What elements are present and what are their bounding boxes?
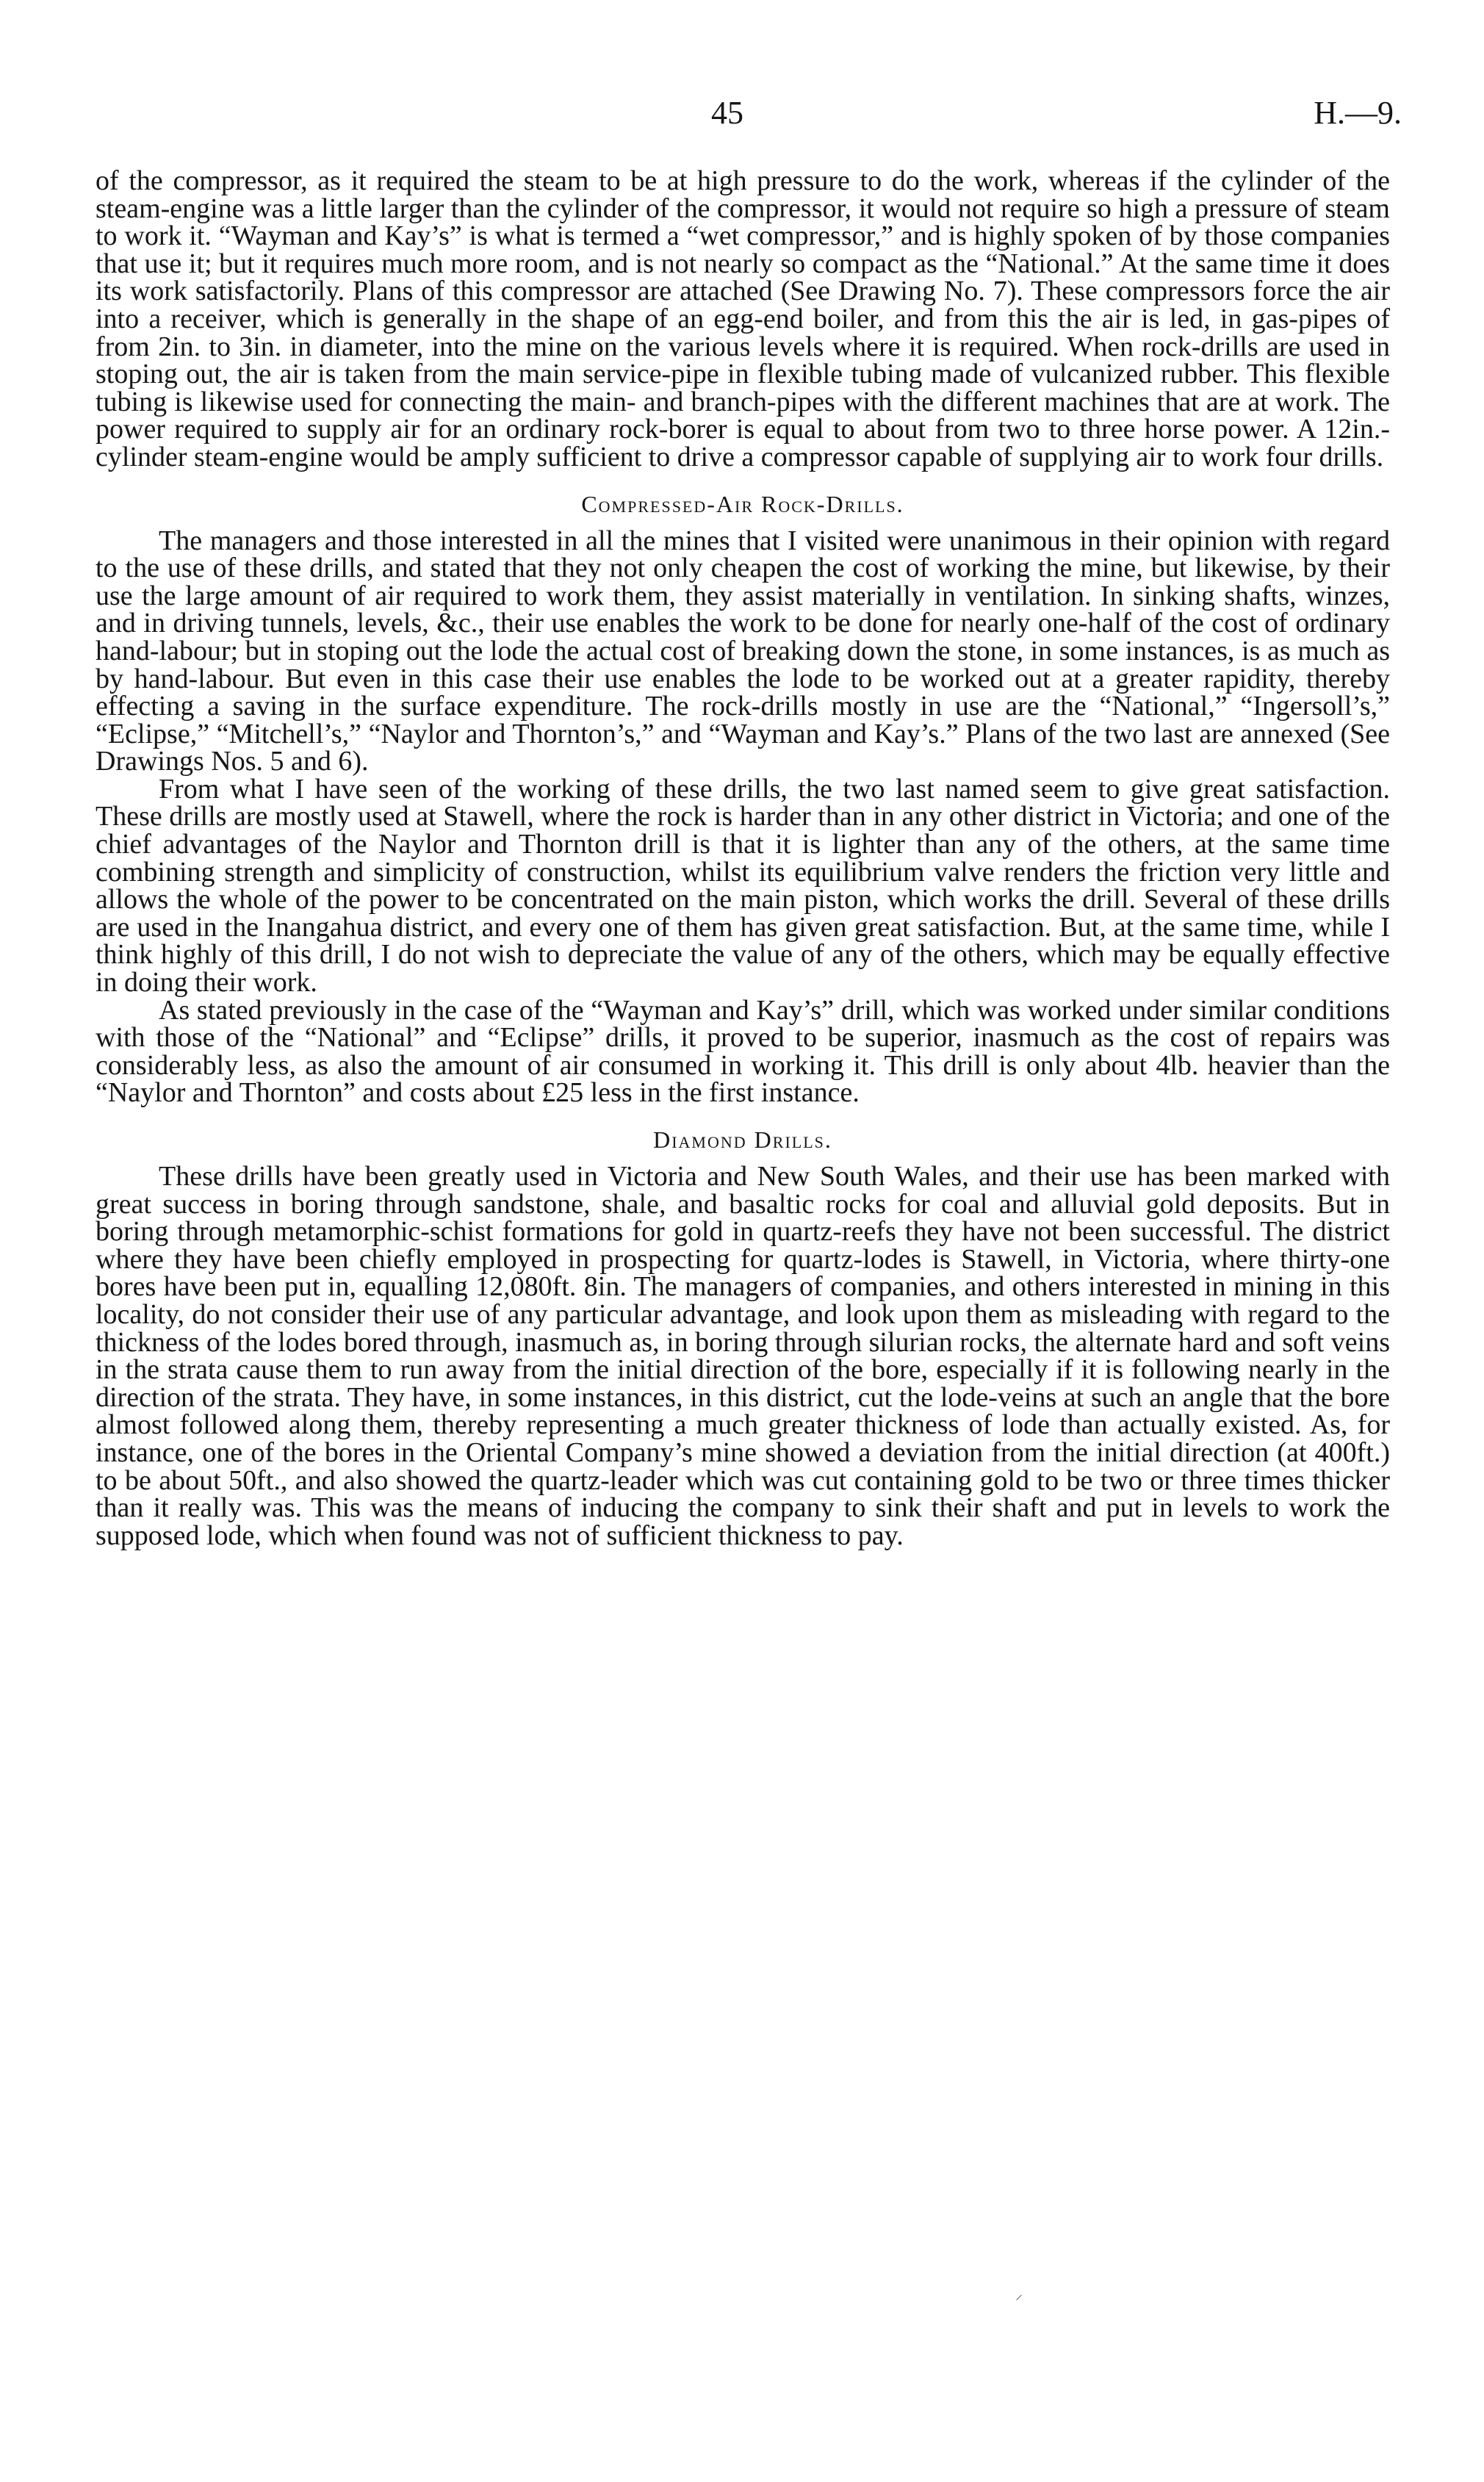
text-column [96, 165, 1390, 1551]
paragraph-rock-drills-opinion: The managers and those interested in all the mines that I visited were unanimous in their opinion with regard to the use of these drills, and stated that they not only cheapen the cost of working the mine, but likewise, by their use the large amount of air required to work them, they assist materially in ventilation. In sinking shafts, winzes, and in driving tunnels, levels, &c., their use enables the work to be done for nearly one-half of the cost of ordinary hand-labour; but in stoping out the lode the actual cost of breaking down the stone, in some instances, is as much as by hand-labour. But even in this case their use enables the lode to be worked out at a greater rapidity, thereby effecting a saving in the surface expenditure. The rock-drills mostly in use are the “National,” “Ingersoll’s,” “Eclipse,” “Mitchell’s,” “Naylor and Thornton’s,” and “Wayman and Kay’s.” Plans of the two last are annexed (See Drawings Nos. 5 and 6). [96, 525, 1390, 777]
paragraph-diamond-drills: These drills have been greatly used in Victoria and New South Wales, and their use has been marked with great success in boring through sandstone, shale, and basaltic rocks for coal and alluvial gold deposits. But in boring through metamorphic-schist formations for gold in quartz-reefs they have not been successful. The district where they have been chiefly employed in prospecting for quartz-lodes is Stawell, in Victoria, where thirty-one bores have been put in, equalling 12,080ft. 8in. The managers of companies, and others interested in mining in this locality, do not consider their use of any particular advantage, and look upon them as misleading with regard to the thickness of the lodes bored through, inasmuch as, in boring through silurian rocks, the alternate hard and soft veins in the strata cause them to run away from the initial direction of the bore, especially if it is following nearly in the direction of the strata. They have, in some instances, in this district, cut the lode-veins at such an angle that the bore almost followed along them, thereby representing a much greater thickness of lode than actually existed. As, for instance, one of the bores in the Oriental Company’s mine showed a deviation from the initial direction (at 400ft.) to be about 50ft., and also showed the quartz-leader which was cut containing gold to be two or three times thicker than it really was. This was the means of inducing the company to sink their shaft and put in levels to work the supposed lode, which when found was not of sufficient thickness to pay. [96, 1161, 1390, 1551]
section-heading-diamond-drills: Diamond Drills. [653, 1126, 832, 1153]
section-heading-compressed-air-rock-drills: Compressed-Air Rock-Drills. [581, 490, 904, 517]
paragraph-wayman-kay: As stated previously in the case of the “Wayman and Kay’s” drill, which was worked under similar conditions with those of the “National” and “Eclipse” drills, it proved to be superior, inasmuch as the cost of repairs was considerably less, as also the amount of air consumed in working it. This drill is only about 4lb. heavier than the “Naylor and Thornton” and costs about £25 less in the first instance. [96, 994, 1390, 1109]
paragraph-compressor-continued: of the compressor, as it required the steam to be at high pressure to do the work, whereas if the cylinder of the steam-engine was a little larger than the cylinder of the compressor, it would not require so high a pressure of steam to work it. “Wayman and Kay’s” is what is termed a “wet compressor,” and is highly spoken of by those companies that use it; but it requires much more room, and is not nearly so compact as the “National.” At the same time it does its work satisfactorily. Plans of this compressor are attached (See Drawing No. 7). These compressors force the air into a receiver, which is generally in the shape of an egg-end boiler, and from this the air is led, in gas-pipes of from 2in. to 3in. in diameter, into the mine on the various levels where it is required. When rock-drills are used in stoping out, the air is taken from the main service-pipe in flexible tubing made of vulcanized rubber. This flexible tubing is likewise used for connecting the main- and branch-pipes with the different machines that are at work. The power required to supply air for an ordinary rock-borer is equal to about from two to three horse power. A 12in.-cylinder steam-engine would be amply sufficient to drive a compressor capable of supplying air to work four drills. [96, 165, 1390, 472]
ink-speck: ⸝ [1015, 2287, 1023, 2303]
document-reference: H.—9. [1314, 95, 1402, 131]
page-number: 45 [711, 95, 743, 131]
paragraph-naylor-thornton: From what I have seen of the working of these drills, the two last named seem to give great satisfaction. These drills are mostly used at Stawell, where the rock is harder than in any other district in Victoria; and one of the chief advantages of the Naylor and Thornton drill is that it is lighter than any of the others, at the same time combining strength and simplicity of construction, whilst its equilibrium valve renders the friction very little and allows the whole of the power to be concentrated on the main piston, which works the drill. Several of these drills are used in the Inangahua district, and every one of them has given great satisfaction. But, at the same time, while I think highly of this drill, I do not wish to depreciate the value of any of the others, which may be equally effective in doing their work. [96, 773, 1390, 999]
